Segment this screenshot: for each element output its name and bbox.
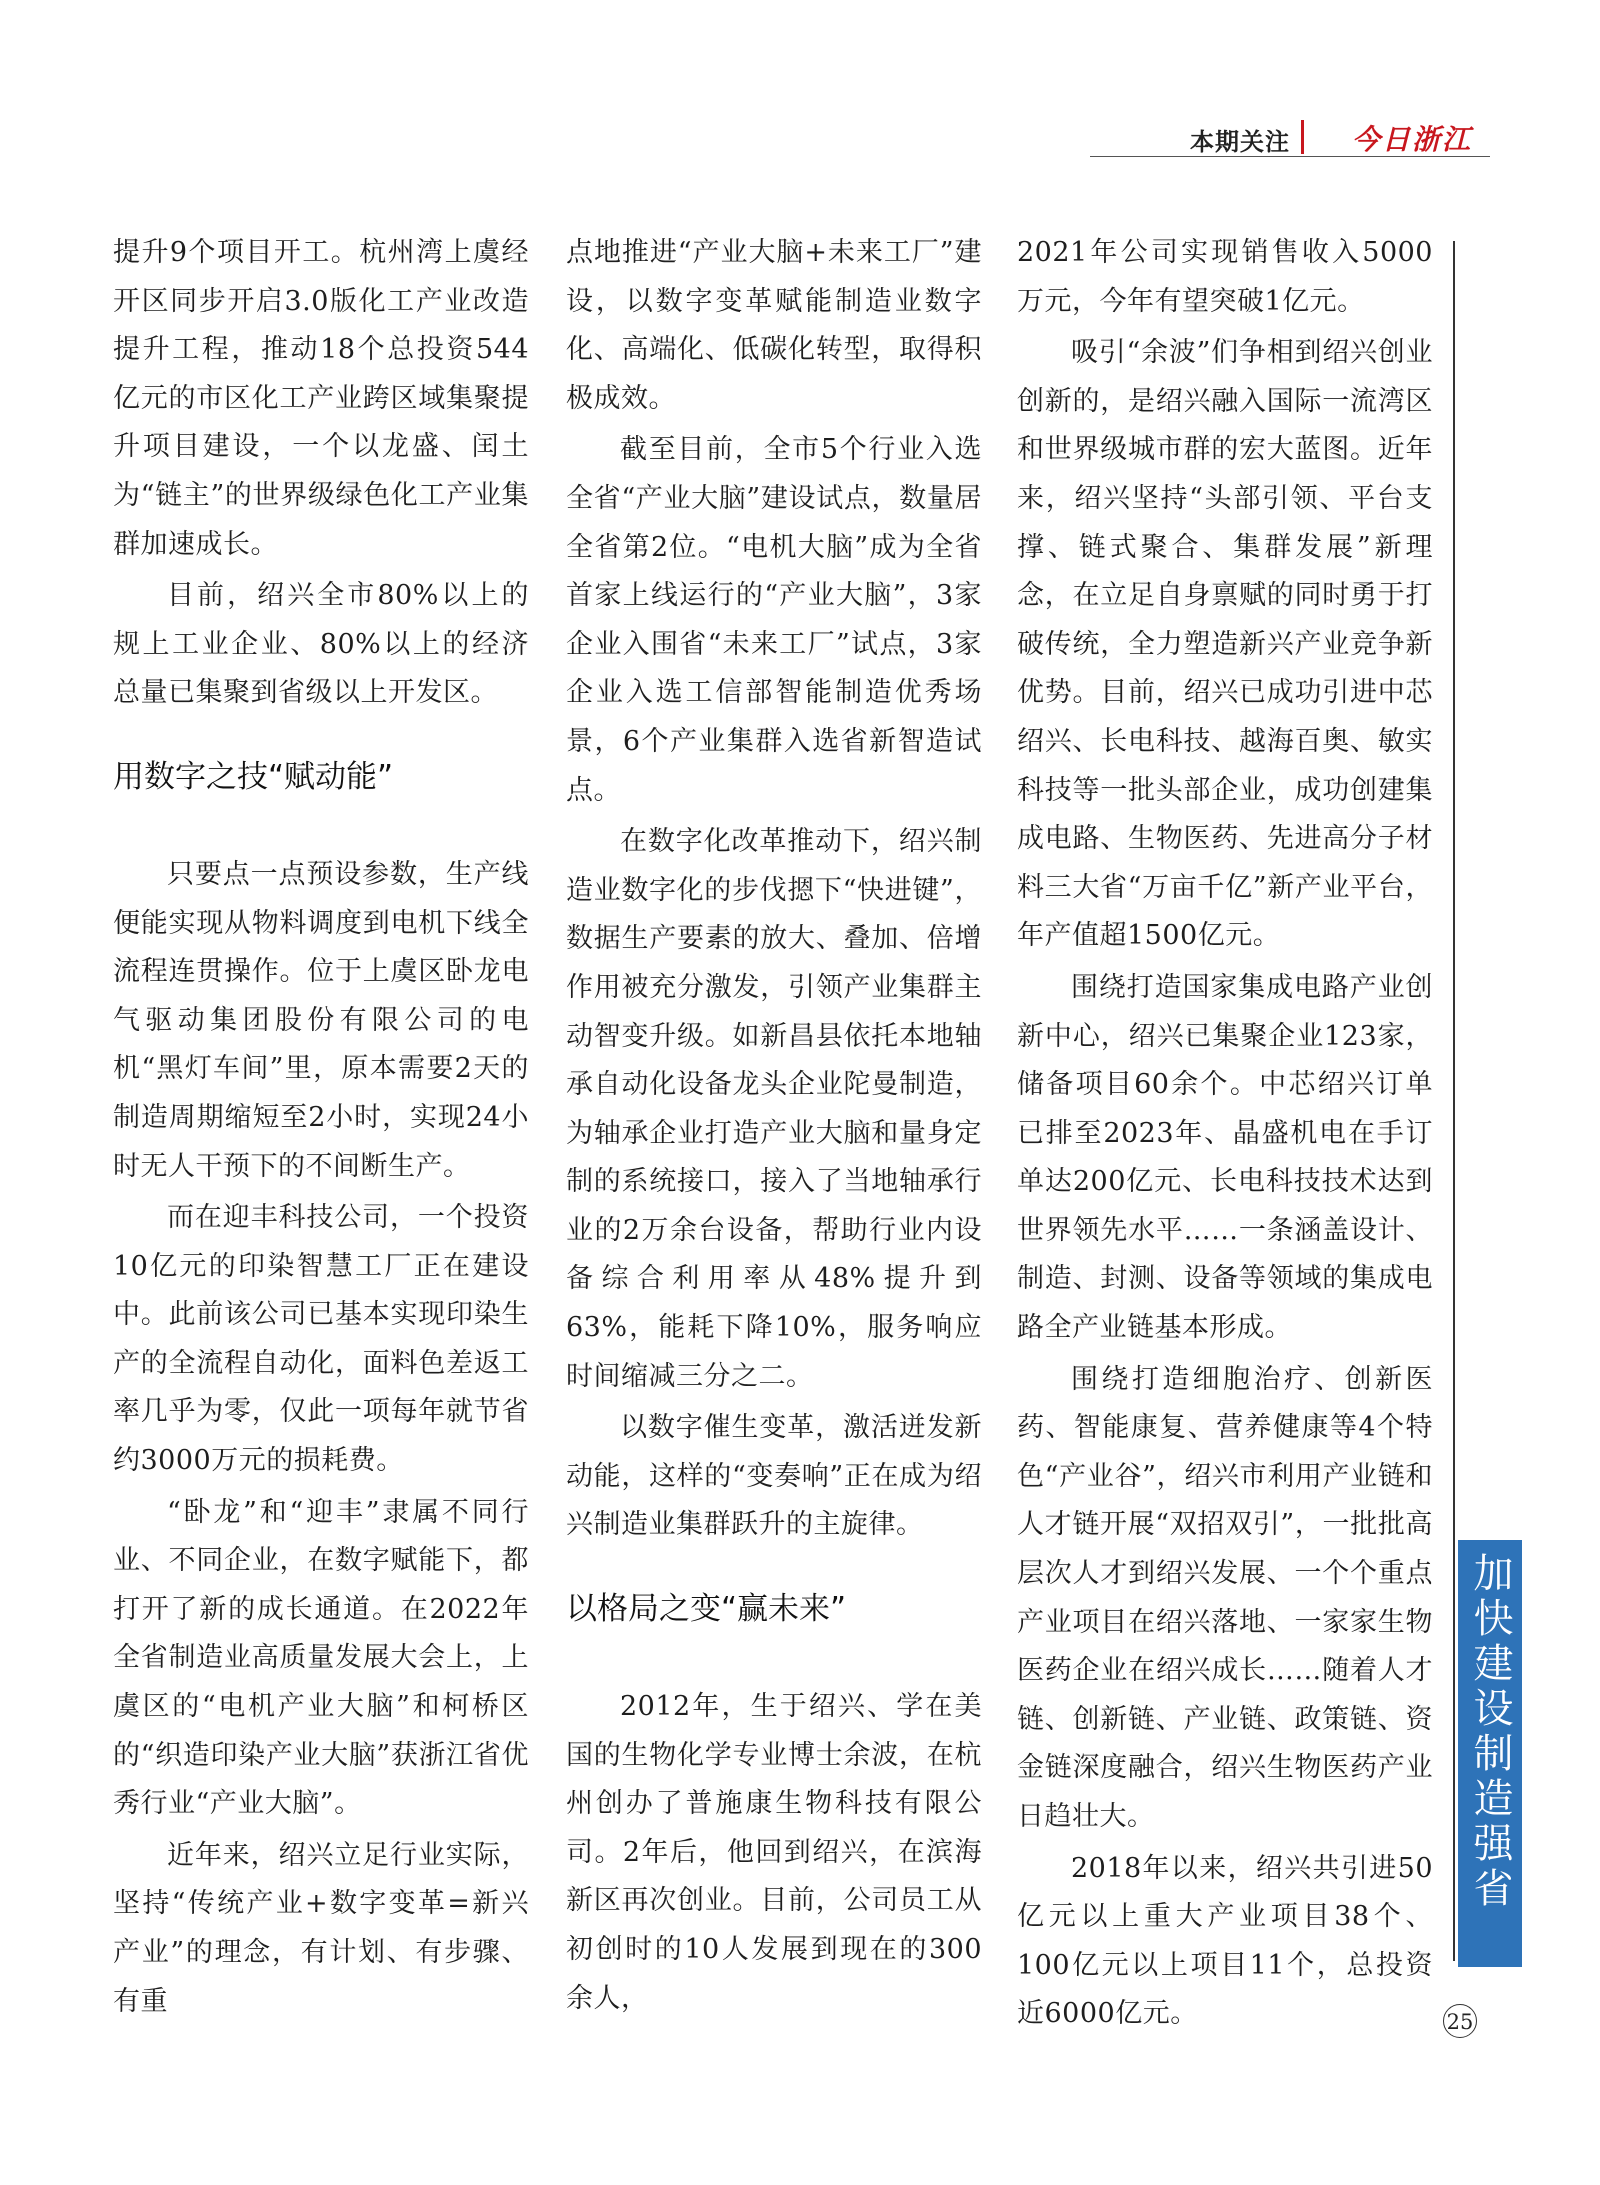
page-header [1090,118,1490,158]
paragraph: 吸引“余波”们争相到绍兴创业创新的，是绍兴融入国际一流湾区和世界级城市群的宏大蓝图。近年来，绍兴坚持“头部引领、平台支撑、链式聚合、集群发展”新理念，在立足自身禀赋的同时勇于打破传统，全力塑造新兴产业竞争新优势。目前，绍兴已成功引进中芯绍兴、长电科技、越海百奥、敏实科技等一批头部企业，成功创建集成电路、生物医药、先进高分子材料三大省“万亩千亿”新产业平台，年产值超1500亿元。 [1017,337,1433,952]
section-heading: 用数字之技“赋动能” [113,758,394,795]
header-divider [1301,120,1304,154]
article-column-3 [1017,229,1433,2042]
magazine-logo: 今日浙江 [1351,123,1472,156]
paragraph: 截至目前，全市5个行业入选全省“产业大脑”建设试点，数量居全省第2位。“电机大脑”成为全省首家上线运行的“产业大脑”，3家企业入围省“未来工厂”试点，3家企业入选工信部智能制造优秀场景，6个产业集群入选省新智造试点。 [566,434,982,806]
paragraph: 2012年，生于绍兴、学在美国的生物化学专业博士余波，在杭州创办了普施康生物科技有限公司。2年后，他回到绍兴，在滨海新区再次创业。目前，公司员工从初创时的10人发展到现在的300余人， [566,1691,982,2014]
header-rule [1090,156,1490,157]
paragraph: 围绕打造细胞治疗、创新医药、智能康复、营养健康等4个特色“产业谷”，绍兴市利用产业链和人才链开展“双招双引”，一批批高层次人才到绍兴发展、一个个重点产业项目在绍兴落地、一家家生物医药企业在绍兴成长……随着人才链、创新链、产业链、政策链、资金链深度融合，绍兴生物医药产业日趋壮大。 [1017,1363,1433,1832]
article-column-2 [566,229,982,2026]
paragraph: 2018年以来，绍兴共引进50亿元以上重大产业项目38个、100亿元以上项目11个，总投资近6000亿元。 [1017,1852,1433,2030]
paragraph: 2021年公司实现销售收入5000万元，今年有望突破1亿元。 [1017,237,1433,317]
paragraph: 以数字催生变革，激活迸发新动能，这样的“变奏响”正在成为绍兴制造业集群跃升的主旋律。 [566,1412,982,1541]
article-column-1 [113,229,529,2029]
paragraph: 在数字化改革推动下，绍兴制造业数字化的步伐摁下“快进键”，数据生产要素的放大、叠加、倍增作用被充分激发，引领产业集群主动智变升级。如新昌县依托本地轴承自动化设备龙头企业陀曼制造，为轴承企业打造产业大脑和量身定制的系统接口，接入了当地轴承行业的2万余台设备，帮助行业内设备综合利用率从48%提升到63%，能耗下降10%，服务响应时间缩减三分之二。 [566,826,982,1392]
section-label: 本期关注 [1190,128,1290,156]
margin-rule [1453,241,1455,1961]
page-number: 25 [1443,2004,1477,2038]
section-heading: 以格局之变“赢未来” [566,1591,847,1628]
paragraph: 而在迎丰科技公司，一个投资10亿元的印染智慧工厂正在建设中。此前该公司已基本实现印染生产的全流程自动化，面料色差返工率几乎为零，仅此一项每年就节省约3000万元的损耗费。 [113,1202,529,1477]
paragraph: 点地推进“产业大脑+未来工厂”建设，以数字变革赋能制造业数字化、高端化、低碳化转型，取得积极成效。 [566,237,982,414]
side-tab [1458,1540,1522,1967]
paragraph: 只要点一点预设参数，生产线便能实现从物料调度到电机下线全流程连贯操作。位于上虞区卧龙电气驱动集团股份有限公司的电机“黑灯车间”里，原本需要2天的制造周期缩短至2小时，实现24小时无人干预下的不间断生产。 [113,858,529,1182]
paragraph: 近年来，绍兴立足行业实际，坚持“传统产业+数字变革=新兴产业”的理念，有计划、有步骤、有重 [113,1839,529,2017]
paragraph: 目前，绍兴全市80%以上的规上工业企业、80%以上的经济总量已集聚到省级以上开发区。 [113,580,529,709]
paragraph: 围绕打造国家集成电路产业创新中心，绍兴已集聚企业123家，储备项目60余个。中芯绍兴订单已排至2023年、晶盛机电在手订单达200亿元、长电科技技术达到世界领先水平……一条涵盖设计、制造、封测、设备等领域的集成电路全产业链基本形成。 [1017,971,1433,1344]
paragraph: “卧龙”和“迎丰”隶属不同行业、不同企业，在数字赋能下，都打开了新的成长通道。在2022年全省制造业高质量发展大会上，上虞区的“电机产业大脑”和柯桥区的“织造印染产业大脑”获浙江省优秀行业“产业大脑”。 [113,1496,529,1820]
side-tab-label: 加快建设制造强省 [1467,1552,1513,1912]
paragraph: 提升9个项目开工。杭州湾上虞经开区同步开启3.0版化工产业改造提升工程，推动18个总投资544亿元的市区化工产业跨区域集聚提升项目建设，一个以龙盛、闰土为“链主”的世界级绿色化工产业集群加速成长。 [113,237,529,560]
